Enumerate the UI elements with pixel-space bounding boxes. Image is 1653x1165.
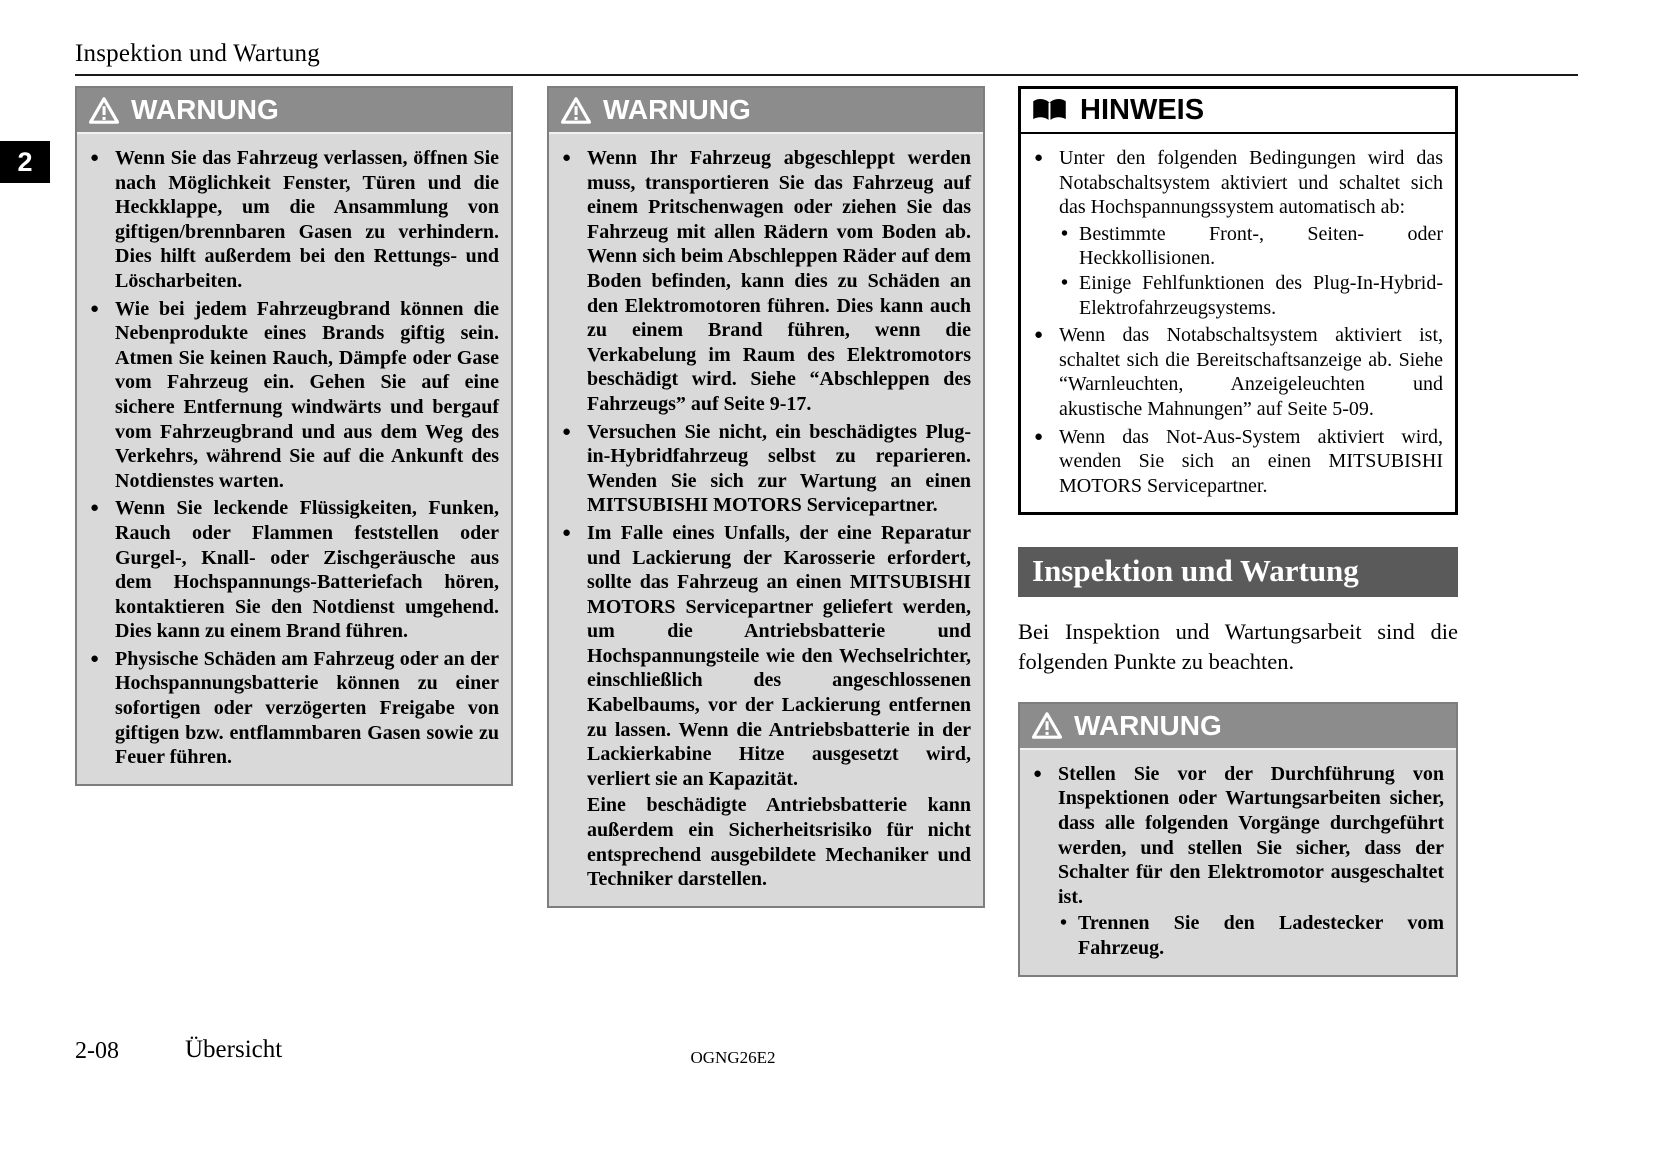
warning-item [561, 521, 971, 892]
warning-item [1032, 762, 1444, 961]
warning-box-1 [75, 86, 513, 786]
warning-box-3-body [1020, 750, 1456, 975]
page-title: Inspektion und Wartung [75, 40, 320, 67]
note-subitem: • Bestimmte Front-, Seiten- oder Heckkollisionen. [1059, 222, 1443, 271]
warning-item-text: ● Stellen Sie vor der Durchführung von Inspektionen oder Wartungsarbeiten sicher, dass alle folgenden Vorgänge durchgeführt werden, und stellen Sie sicher, dass der Schalter für den Elektromotor ausgeschaltet ist. [1058, 762, 1444, 908]
note-item-text: ● Unter den folgenden Bedingungen wird das Notabschaltsystem aktiviert und schaltet sich das Hochspannungssystem automatisch ab: [1059, 147, 1443, 219]
warning-triangle-icon [1032, 712, 1062, 739]
warning-label: WARNUNG [603, 94, 751, 125]
warning-triangle-icon [89, 97, 119, 124]
warning-item: ● Wenn Sie das Fahrzeug verlassen, öffnen Sie nach Möglichkeit Fenster, Türen und die Heckklappe, um die Ansammlung von giftigen/brennbaren Gasen zu verhindern. Dies hilft außerdem bei den Rettungs- und Löscharbeiten. [89, 146, 499, 294]
chapter-number: 2 [17, 146, 33, 177]
note-label: HINWEIS [1080, 94, 1205, 126]
column-2 [547, 86, 985, 908]
note-item: ● Wenn das Notabschaltsystem aktiviert ist, schaltet sich die Bereitschaftsanzeige ab. Siehe “Warnleuchten, Anzeigeleuchten und akustische Mahnungen” auf Seite 5-09. [1033, 323, 1443, 421]
header-divider [75, 74, 1578, 76]
note-subitem: • Einige Fehlfunktionen des Plug-In-Hybrid-Elektrofahrzeugsystems. [1059, 271, 1443, 320]
section-heading: Inspektion und Wartung [1018, 547, 1458, 597]
warning-box-2-header [549, 88, 983, 134]
warning-item: ● Versuchen Sie nicht, ein beschädigtes Plug-in-Hybridfahrzeug selbst zu reparieren. Wenden Sie sich zur Wartung an einen MITSUBISHI MOTORS Servicepartner. [561, 420, 971, 518]
note-box-header [1021, 89, 1455, 134]
warning-item: ● Physische Schäden am Fahrzeug oder an der Hochspannungsbatterie können zu einer sofortigen oder verzögerten Freigabe von giftigen bzw. entflammbaren Gasen sowie zu Feuer führen. [89, 647, 499, 770]
warning-box-2 [547, 86, 985, 908]
note-item: ● Wenn das Not-Aus-System aktiviert wird, wenden Sie sich an einen MITSUBISHI MOTORS Servicepartner. [1033, 425, 1443, 499]
footer-section-name: Übersicht [185, 1036, 283, 1063]
warning-label: WARNUNG [131, 94, 279, 125]
column-1 [75, 86, 513, 786]
warning-label: WARNUNG [1074, 709, 1222, 741]
note-box [1018, 86, 1458, 515]
open-book-icon [1031, 98, 1068, 124]
warning-triangle-icon [561, 97, 591, 124]
warning-subitem: • Trennen Sie den Ladestecker vom Fahrzeug. [1058, 911, 1444, 960]
warning-box-3 [1018, 702, 1458, 977]
warning-box-2-body [549, 134, 983, 906]
warning-box-1-body [77, 134, 511, 784]
footer-page-number: 2-08 [75, 1038, 119, 1064]
warning-item: ● Wenn Ihr Fahrzeug abgeschleppt werden muss, transportieren Sie das Fahrzeug auf einem Pritschenwagen oder ziehen Sie das Fahrzeug mit allen Rädern vom Boden ab. Wenn sich beim Abschleppen Räder auf dem Boden befinden, kann dies zu Schäden an den Elektromotoren führen. Dies kann auch zu einem Brand führen, wenn die Verkabelung im Raum des Elektromotors beschädigt wird. Siehe “Abschleppen des Fahrzeugs” auf Seite 9-17. [561, 146, 971, 417]
warning-item: ● Wie bei jedem Fahrzeugbrand können die Nebenprodukte eines Brands giftig sein. Atmen Sie keinen Rauch, Dämpfe oder Gase vom Fahrzeug ein. Gehen Sie auf eine sichere Entfernung windwärts und bergauf vom Fahrzeugbrand und aus dem Weg des Verkehrs, während Sie auf die Ankunft des Notdienstes warten. [89, 297, 499, 494]
column-3 [1018, 86, 1458, 977]
warning-item: ● Wenn Sie leckende Flüssigkeiten, Funken, Rauch oder Flammen feststellen oder Gurgel-, Knall- oder Zischgeräusche aus dem Hochspannungs-Batteriefach hören, kontaktieren Sie den Notdienst umgehend. Dies kann zu einem Brand führen. [89, 496, 499, 644]
warning-item-paragraph: ● Im Falle eines Unfalls, der eine Reparatur und Lackierung der Karosserie erfordert, sollte das Fahrzeug an einen MITSUBISHI MOTORS Servicepartner geliefert werden, um die Antriebsbatterie und Hochspannungsteile wie den Wechselrichter, einschließlich des angeschlossenen Kabelbaums, vor der Lackierung entfernen zu lassen. Wenn die Antriebsbatterie in der Lackierkabine Hitze ausgesetzt wird, verliert sie an Kapazität. [587, 521, 971, 790]
section-intro-paragraph: Bei Inspektion und Wartungsarbeit sind die folgenden Punkte zu beachten. [1018, 619, 1458, 674]
warning-item-paragraph: Eine beschädigte Antriebsbatterie kann außerdem ein Sicherheitsrisiko für nicht entsprechend ausgebildete Mechaniker und Techniker darstellen. [587, 794, 971, 891]
warning-box-3-header [1020, 704, 1456, 750]
warning-box-1-header [77, 88, 511, 134]
chapter-tab [0, 141, 50, 183]
note-box-body [1021, 134, 1455, 512]
note-item [1033, 146, 1443, 320]
footer-document-code: OGNG26E2 [690, 1048, 776, 1067]
